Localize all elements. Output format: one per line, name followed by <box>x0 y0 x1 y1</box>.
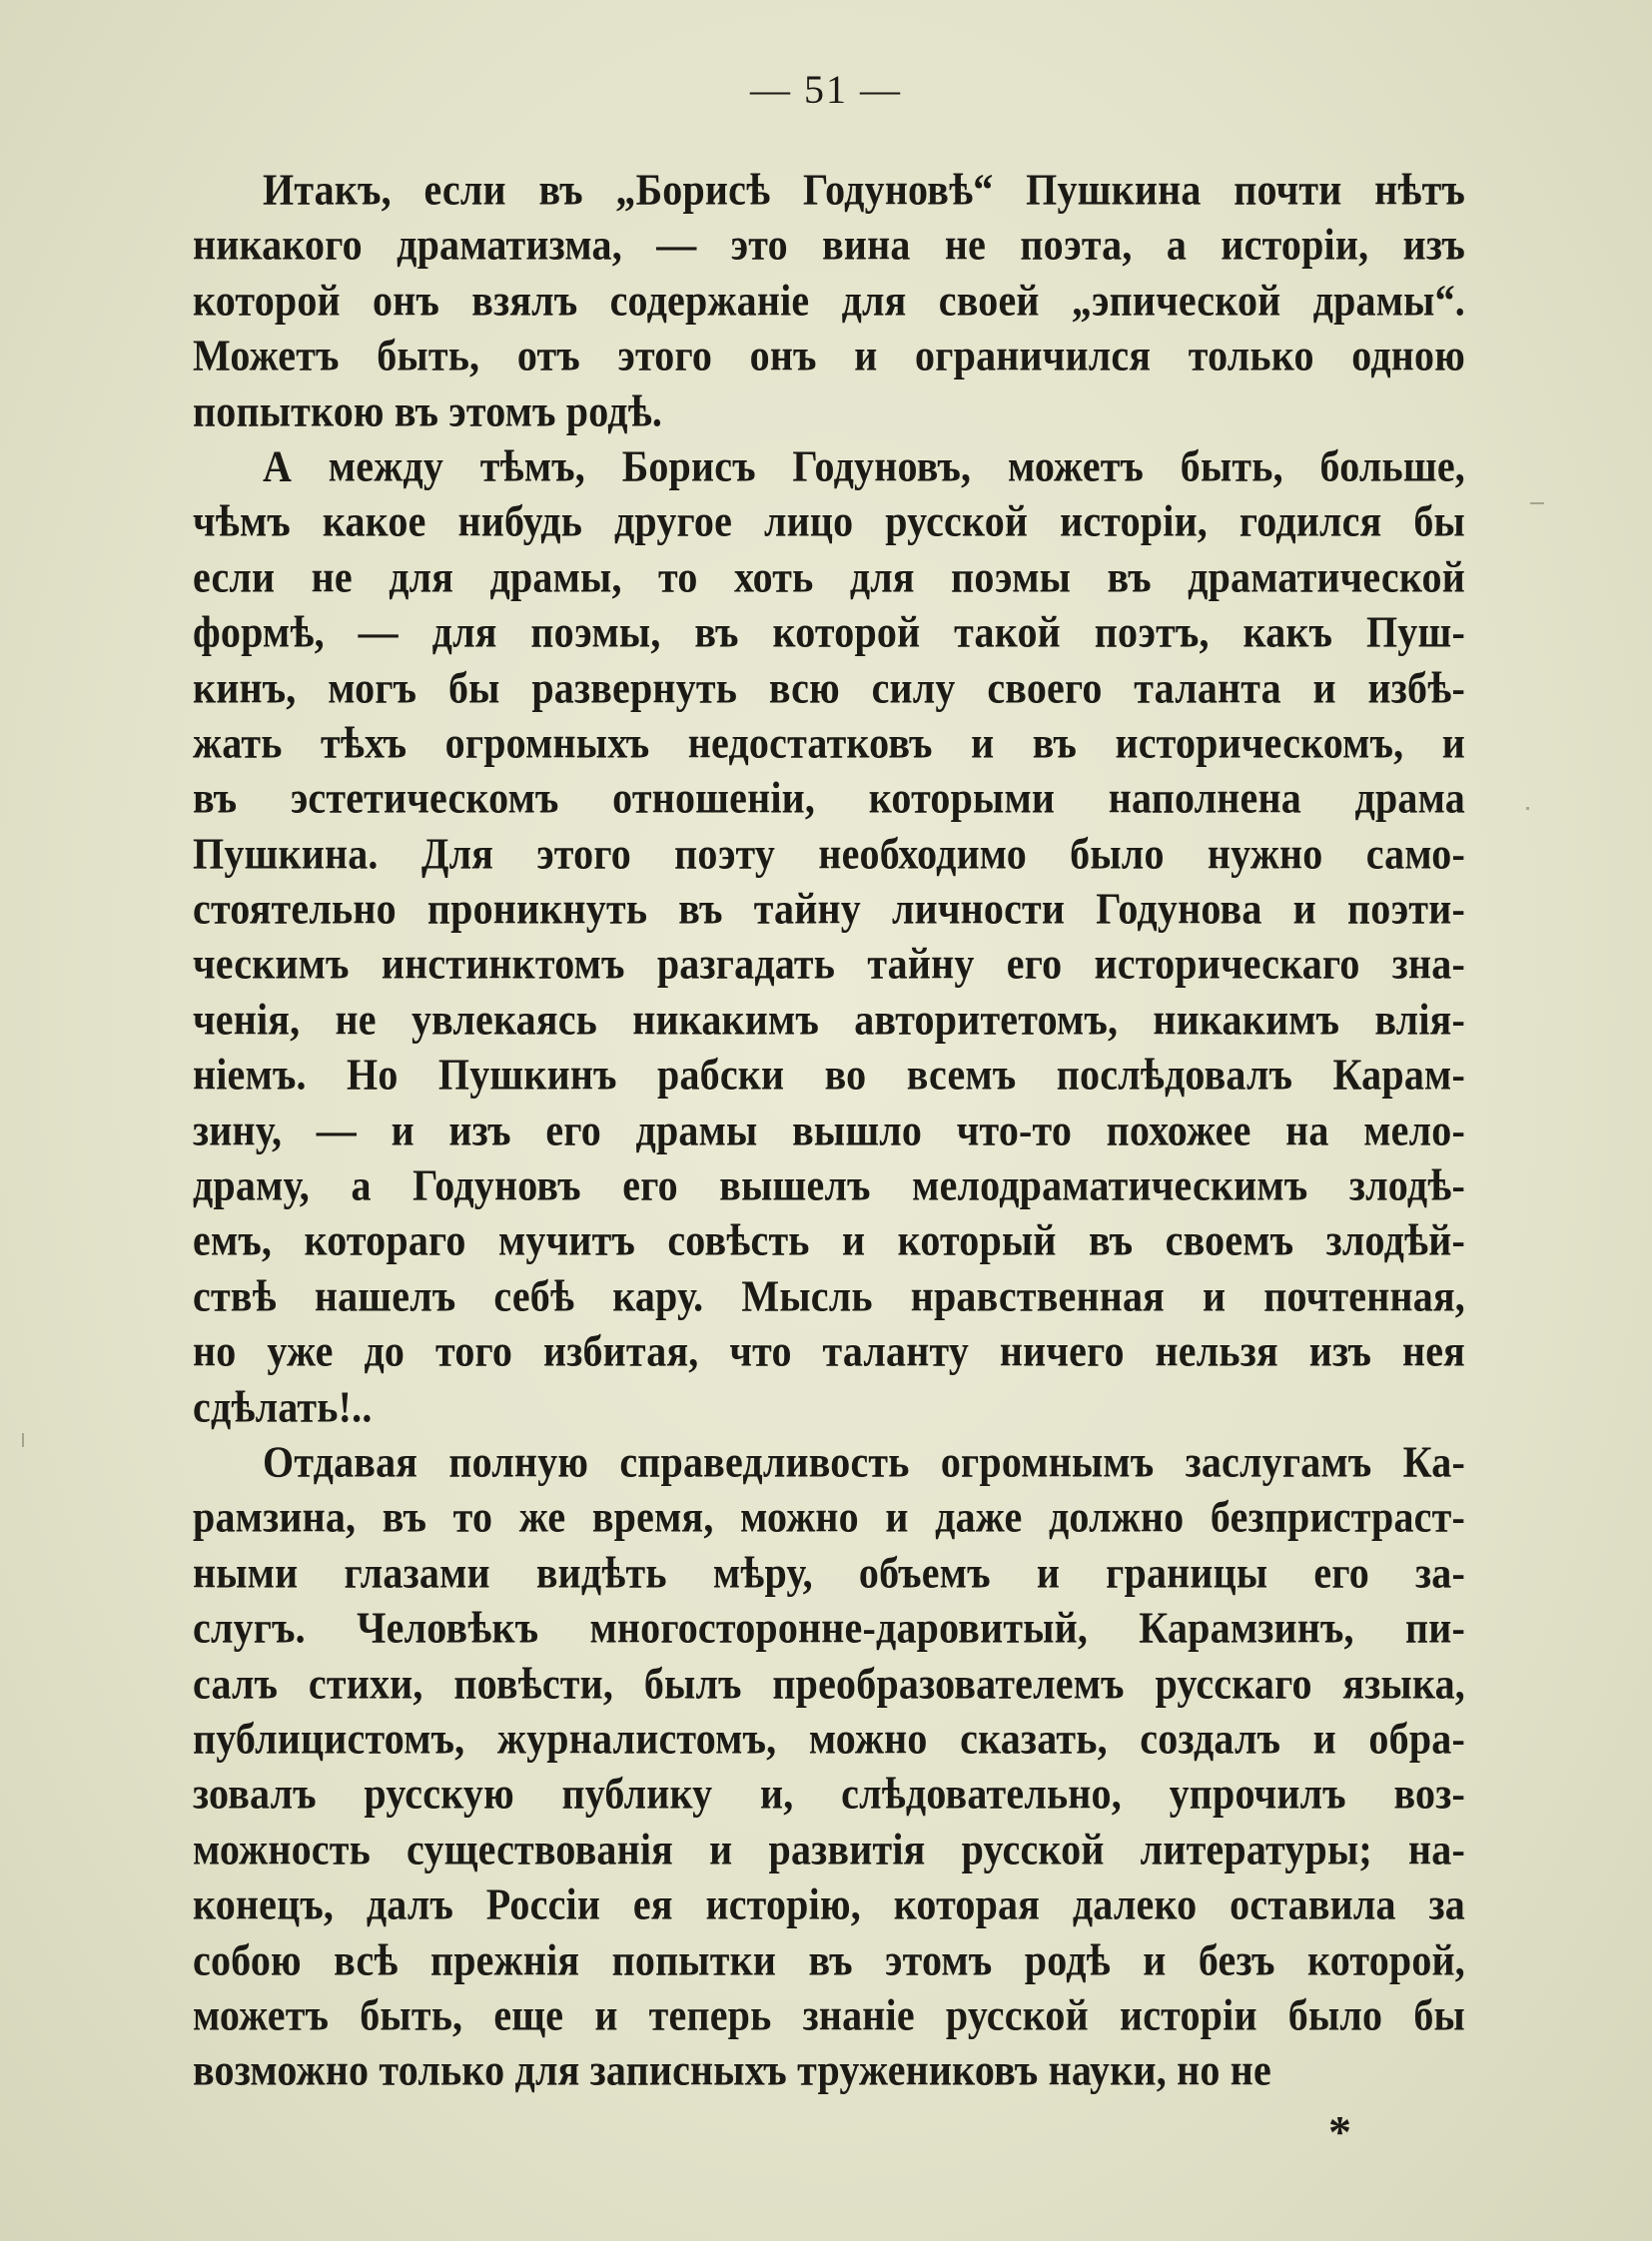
text-line: возможно только для записныхъ тружениковъ науки, но не <box>193 2044 1271 2095</box>
text-line: чѣмъ какое нибудь другое лицо русской исторіи, годился бы <box>193 495 1465 547</box>
text-line: собою всѣ прежнія попытки въ этомъ родѣ и безъ которой, <box>193 1933 1465 1985</box>
text-line: въ эстетическомъ отношеніи, которыми наполнена драма <box>193 772 1465 823</box>
text-line: ченія, не увлекаясь никакимъ авторитетомъ, никакимъ влія- <box>193 994 1465 1045</box>
text-line: зовалъ русскую публику и, слѣдовательно, упрочилъ воз- <box>193 1768 1465 1820</box>
text-line: можетъ быть, еще и теперь знаніе русской исторіи было бы <box>193 1989 1465 2040</box>
text-line: формѣ, — для поэмы, въ которой такой поэтъ, какъ Пуш- <box>193 606 1465 657</box>
text-line: Можетъ быть, отъ этого онъ и ограничился только одною <box>193 330 1465 380</box>
text-line: А между тѣмъ, Борисъ Годуновъ, можетъ быть, больше, <box>263 440 1465 491</box>
text-line: емъ, котораго мучитъ совѣсть и который въ своемъ злодѣй- <box>193 1214 1465 1266</box>
text-line: сдѣлать!.. <box>193 1380 373 1432</box>
text-line: ческимъ инстинктомъ разгадать тайну его историческаго зна- <box>193 938 1465 990</box>
text-line: рамзина, въ то же время, можно и даже должно безпристраст- <box>193 1491 1465 1543</box>
text-line: конецъ, далъ Россіи ея исторію, которая далеко оставила за <box>193 1878 1465 1929</box>
text-line: можность существованія и развитія русской литературы; на- <box>193 1823 1465 1874</box>
text-line: ными глазами видѣть мѣру, объемъ и границы его за- <box>193 1547 1465 1598</box>
page-number: — 51 — <box>750 67 902 112</box>
text-line: попыткою въ этомъ родѣ. <box>193 384 663 436</box>
text-line: ствѣ нашелъ себѣ кару. Мысль нравственная и почтенная, <box>193 1270 1465 1321</box>
text-line: ніемъ. Но Пушкинъ рабски во всемъ послѣдовалъ Карам- <box>193 1049 1465 1100</box>
text-line: но уже до того избитая, что таланту ничего нельзя изъ нея <box>193 1325 1465 1376</box>
body-text <box>193 162 1465 2098</box>
text-line: Итакъ, если въ „Борисѣ Годуновѣ“ Пушкина почти нѣтъ <box>263 164 1465 215</box>
text-line: Отдавая полную справедливость огромнымъ заслугамъ Ка- <box>263 1436 1465 1487</box>
text-line: зину, — и изъ его драмы вышло что-то похожее на мело- <box>193 1104 1465 1155</box>
text-line: салъ стихи, повѣсти, былъ преобразователемъ русскаго языка, <box>193 1657 1465 1709</box>
text-line: которой онъ взялъ содержаніе для своей „эпической драмы“. <box>193 275 1465 326</box>
text-line: стоятельно проникнуть въ тайну личности Годунова и поэти- <box>193 883 1465 934</box>
text-line: никакого драматизма, — это вина не поэта, а исторіи, изъ <box>193 219 1465 271</box>
paper-speck <box>1530 502 1544 504</box>
signature-mark: * <box>1328 2106 1351 2157</box>
text-line: Пушкина. Для этого поэту необходимо было нужно само- <box>193 827 1465 879</box>
text-line: слугъ. Человѣкъ многосторонне-даровитый, Карамзинъ, пи- <box>193 1602 1465 1653</box>
text-line: жать тѣхъ огромныхъ недостатковъ и въ историческомъ, и <box>193 717 1465 768</box>
text-line: публицистомъ, журналистомъ, можно сказать, создалъ и обра- <box>193 1713 1465 1764</box>
text-line: кинъ, могъ бы развернуть всю силу своего таланта и избѣ- <box>193 661 1465 713</box>
paper-speck <box>1526 807 1529 810</box>
text-line: драму, а Годуновъ его вышелъ мелодраматическимъ злодѣ- <box>193 1159 1465 1210</box>
paper-speck <box>22 1433 24 1447</box>
text-line: если не для драмы, то хоть для поэмы въ драматической <box>193 551 1465 602</box>
